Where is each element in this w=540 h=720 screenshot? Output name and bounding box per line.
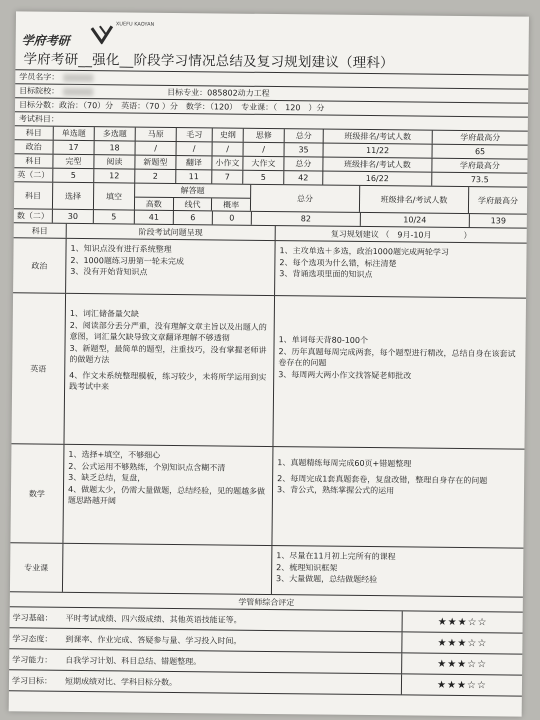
score-cell: 42 bbox=[284, 171, 323, 184]
score-cell: 7 bbox=[212, 170, 243, 183]
evaluation-desc: 到课率、作业完成、答疑参与量、学习投入时间。 bbox=[65, 634, 242, 646]
header-cell: 填空 bbox=[94, 183, 135, 209]
score-cell: 11 bbox=[176, 170, 212, 183]
header-cell: 多选题 bbox=[95, 127, 136, 140]
logo-mark-icon bbox=[90, 24, 114, 44]
target-scores: 目标分数：政治：（70）分 英语：（70 ）分 数学：（120） 专业课：（ 120 ）分 bbox=[18, 99, 325, 113]
score-cell: / bbox=[244, 143, 285, 156]
score-cell: 30 bbox=[53, 210, 94, 223]
header-cell: 班级排名/考试人数 bbox=[360, 186, 469, 213]
score-cell: 6 bbox=[174, 211, 213, 224]
header-cell: 复习规划建议 （ 9月-10月 ） bbox=[330, 229, 472, 240]
score-cell: 政治 bbox=[15, 140, 54, 153]
score-cell: 数（二） bbox=[14, 209, 53, 222]
problem-item: 4、作文未系统整理模板，练习较少，未将所学运用到实践考试中来 bbox=[69, 370, 267, 392]
advice-list bbox=[272, 546, 523, 597]
problem-item: 4、做题太少，仍需大量做题，总结经验，见的题越多做题思路越开阔 bbox=[67, 484, 266, 506]
problem-item: 1、知识点没有进行系统整理 bbox=[70, 243, 172, 254]
score-cell: 0 bbox=[213, 211, 252, 224]
score-cell: 41 bbox=[135, 211, 174, 224]
section-politics bbox=[13, 237, 527, 297]
score-cell: 65 bbox=[474, 147, 486, 157]
advice-list bbox=[273, 296, 526, 449]
header bbox=[15, 11, 529, 74]
header-cell: 阶段考试问题呈现 bbox=[67, 224, 276, 240]
star-rating: ★★★☆☆ bbox=[401, 674, 522, 695]
header-cell: 翻译 bbox=[176, 156, 212, 169]
header-cell: 班级排名/考试人数 bbox=[323, 158, 432, 172]
problem-item: 2、1000题练习册第一轮未完成 bbox=[70, 255, 184, 266]
star-rating: ★★★☆☆ bbox=[401, 653, 522, 674]
score-cell: / bbox=[136, 142, 177, 155]
header-cell: 小作文 bbox=[212, 156, 243, 169]
advice-list bbox=[275, 241, 527, 298]
header-cell: 总分 bbox=[285, 129, 324, 142]
subjects-label: 考试科目： bbox=[18, 113, 59, 124]
score-cell: 12 bbox=[94, 169, 135, 182]
problem-item: 3、缺乏总结，复盘， bbox=[68, 472, 146, 483]
advice-item: 2、每周完成1套真题套卷，复盘改错，整理自身存在的问题 bbox=[277, 473, 488, 485]
redacted-name bbox=[63, 73, 93, 81]
advice-item: 3、每周两大两小作文找答疑老师批改 bbox=[278, 369, 412, 380]
report-sheet bbox=[9, 11, 529, 716]
section-professional bbox=[10, 542, 523, 596]
problem-item: 2、公式运用不够熟练，个别知识点含糊不清 bbox=[68, 461, 226, 473]
score-cell: / bbox=[177, 142, 213, 155]
advice-item: 1、主攻单选＋多选，政治1000题完成两轮学习 bbox=[279, 246, 450, 257]
evaluation-key: 学习能力： bbox=[12, 654, 53, 665]
header-cell: 单选题 bbox=[54, 127, 95, 140]
advice-item: 3、背诵选项里面的知识点 bbox=[279, 269, 373, 280]
header-cell: 马原 bbox=[136, 128, 177, 141]
header-cell: 完型 bbox=[53, 155, 94, 168]
school-label: 目标院校： bbox=[19, 85, 60, 96]
evaluation-key: 学习态度： bbox=[12, 633, 53, 644]
advice-item: 2、历年真题每周完成两套，每个题型进行精改，总结自身在该套试卷存在的问题 bbox=[278, 346, 516, 368]
problem-list bbox=[63, 445, 273, 545]
score-cell: 139 bbox=[490, 216, 507, 226]
logo: 学府考研 bbox=[21, 33, 70, 48]
header-cell: 高数 bbox=[135, 198, 174, 210]
header-cell: 科目 bbox=[14, 223, 67, 238]
advice-item: 2、每个选项为什么错，标注清楚 bbox=[279, 257, 397, 268]
math-header-row bbox=[14, 181, 527, 213]
header-cell: 毛习 bbox=[177, 128, 213, 141]
solution-subheaders bbox=[135, 198, 250, 211]
score-cell: 35 bbox=[285, 143, 324, 156]
evaluation-title: 学管师综合评定 bbox=[238, 597, 295, 607]
section-label: 数学 bbox=[10, 444, 64, 543]
header-cell: 学府最高分 bbox=[478, 195, 519, 206]
section-math bbox=[10, 443, 524, 547]
header-cell: 思修 bbox=[244, 129, 285, 142]
problem-item: 3、新题型，最简单的题型，注重技巧，没有掌握老师讲的做题方法 bbox=[69, 343, 267, 365]
header-cell: 科目 bbox=[14, 182, 53, 208]
header-cell: 科目 bbox=[15, 126, 54, 139]
evaluation-key: 学习目标： bbox=[11, 675, 53, 686]
advice-item: 3、背公式，熟练掌握公式的运用 bbox=[276, 485, 395, 496]
section-label: 专业课 bbox=[10, 543, 63, 592]
score-cell: 5 bbox=[94, 210, 135, 223]
header-cell: 总分 bbox=[251, 185, 360, 212]
header-cell: 选择 bbox=[53, 183, 94, 209]
section-english bbox=[11, 292, 526, 448]
problem-item: 2、阅读部分丢分严重，没有理解文章主旨以及出题人的意图，词汇量欠缺导致文章翻译理解不够透彻 bbox=[69, 320, 267, 343]
section-label: 英语 bbox=[11, 293, 66, 444]
star-rating: ★★★☆☆ bbox=[401, 632, 522, 653]
solution-header-group bbox=[135, 184, 251, 211]
score-cell: 73.5 bbox=[470, 175, 489, 185]
advice-item: 3、大量做题，总结做题经验 bbox=[276, 574, 378, 585]
header-cell: 科目 bbox=[14, 154, 53, 167]
logo-subtext: XUEFU KAOYAN bbox=[115, 21, 155, 28]
problem-list bbox=[64, 294, 275, 446]
score-cell: / bbox=[213, 142, 244, 155]
name-label: 学员名字： bbox=[19, 71, 60, 82]
header-cell: 新题型 bbox=[135, 156, 176, 169]
score-cell: 16/22 bbox=[323, 172, 432, 186]
header-cell: 阅读 bbox=[94, 155, 135, 168]
score-cell: 11/22 bbox=[324, 144, 433, 158]
advice-item: 1、真题精练每周完成60页+错题整理 bbox=[277, 458, 412, 469]
score-cell: 82 bbox=[252, 212, 361, 226]
header-cell: 史纲 bbox=[213, 128, 244, 141]
advice-item: 2、梳理知识框架 bbox=[276, 562, 338, 573]
problem-item: 3、没有开始背知识点 bbox=[70, 266, 148, 277]
problem-list bbox=[66, 239, 276, 295]
advice-item: 1、尽量在11月初上完所有的课程 bbox=[276, 551, 396, 562]
header-cell: 大作文 bbox=[243, 157, 284, 170]
score-cell: 5 bbox=[53, 169, 94, 182]
problem-list bbox=[63, 544, 272, 594]
star-rating: ★★★☆☆ bbox=[402, 611, 523, 632]
header-cell: 学府最高分 bbox=[459, 160, 500, 171]
header-cell: 班级排名/考试人数 bbox=[324, 130, 433, 144]
header-cell: 学府最高分 bbox=[460, 132, 501, 143]
advice-list bbox=[272, 447, 524, 548]
score-cell: 英（二） bbox=[14, 168, 53, 181]
evaluation-desc: 平时考试成绩、四六级成绩、其他英语技能证等。 bbox=[65, 613, 242, 625]
score-cell: 10/24 bbox=[361, 213, 470, 227]
score-cell: 17 bbox=[54, 141, 95, 154]
score-cell: 5 bbox=[243, 171, 284, 184]
target-major: 目标专业：085802动力工程 bbox=[167, 87, 270, 98]
page-title: 学府考研__强化__阶段学习情况总结及复习规划建议（理科） bbox=[23, 51, 394, 72]
evaluation-desc: 自我学习计划、科目总结、错题整理。 bbox=[65, 655, 202, 666]
redacted-school bbox=[63, 87, 93, 95]
problem-item: 1、选择+填空，不够细心 bbox=[68, 449, 161, 460]
header-cell: 概率 bbox=[223, 199, 240, 210]
advice-item: 1、单词每天背80-100个 bbox=[278, 335, 369, 346]
evaluation-key: 学习基础： bbox=[12, 612, 53, 623]
header-cell: 总分 bbox=[284, 157, 323, 170]
header-cell: 解答题 bbox=[135, 184, 250, 199]
score-cell: 18 bbox=[95, 141, 136, 154]
score-cell: 2 bbox=[135, 170, 176, 183]
problem-item: 1、词汇储备量欠缺 bbox=[69, 308, 139, 319]
header-cell: 线代 bbox=[174, 198, 213, 210]
section-label: 政治 bbox=[13, 238, 67, 293]
evaluation-desc: 短期成绩对比、学科目标分数。 bbox=[64, 676, 178, 687]
